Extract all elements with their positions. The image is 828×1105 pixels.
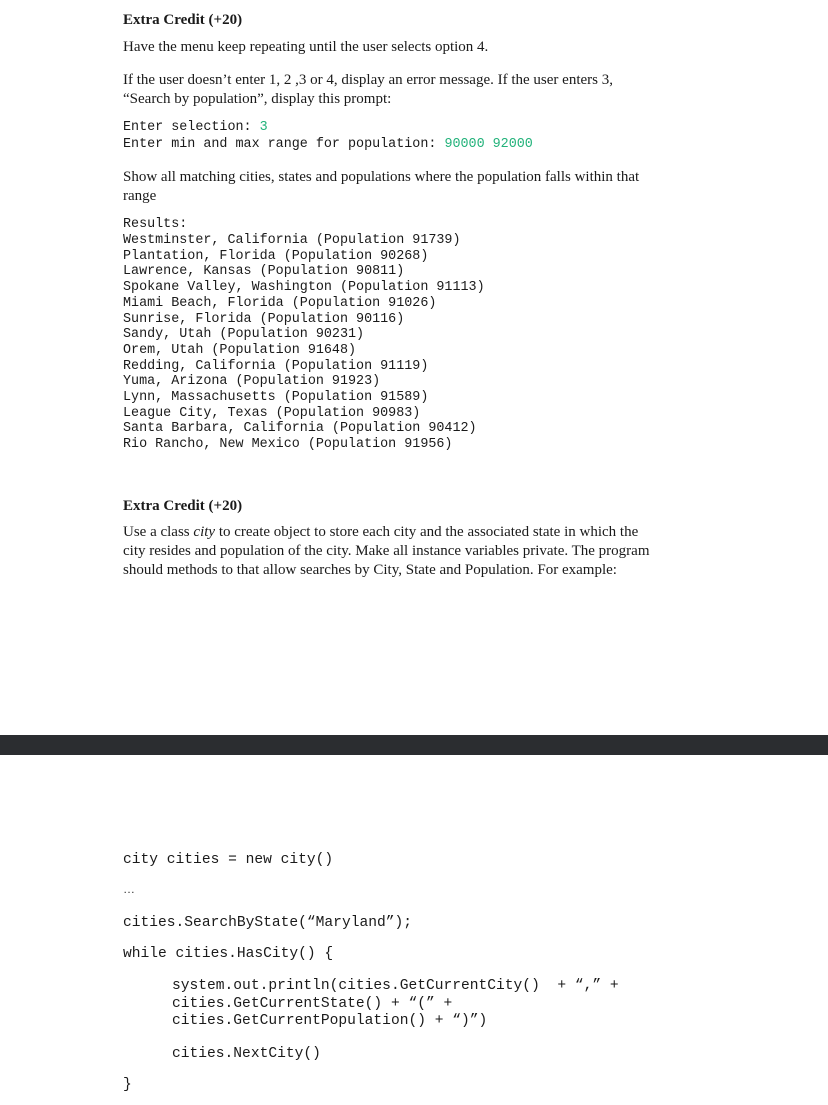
result-row: Rio Rancho, New Mexico (Population 91956): [123, 437, 453, 453]
code-line-println: system.out.println(cities.GetCurrentCity() + “,” +: [172, 978, 619, 994]
result-row: Sandy, Utah (Population 90231): [123, 327, 365, 343]
code-line-search: cities.SearchByState(“Maryland”);: [123, 915, 413, 931]
code-line-while: while cities.HasCity() {: [123, 946, 334, 962]
result-row: Sunrise, Florida (Population 90116): [123, 311, 405, 327]
extra-credit-heading-1: Extra Credit (+20): [123, 12, 243, 28]
extra-credit-heading-2: Extra Credit (+20): [123, 498, 243, 514]
prompt-selection-label: Enter selection:: [123, 120, 260, 135]
result-row: Westminster, California (Population 91739): [123, 233, 461, 248]
page-divider: [0, 735, 828, 755]
result-row: Yuma, Arizona (Population 91923): [123, 374, 381, 390]
prompt-range-value: 90000 92000: [444, 137, 533, 152]
result-row: Orem, Utah (Population 91648): [123, 342, 357, 358]
error-instruction-line-2: “Search by population”, display this prompt:: [123, 91, 392, 107]
code-line-next: cities.NextCity(): [172, 1046, 321, 1062]
result-row: Lynn, Massachusetts (Population 91589): [123, 390, 429, 406]
code-line-constructor: city cities = new city(): [123, 852, 334, 868]
class-instruction-line-2: city resides and population of the city. Make all instance variables private. The program: [123, 543, 650, 559]
class-name-city: city: [193, 524, 216, 540]
code-ellipsis: …: [123, 882, 135, 896]
class-instruction-line-3: should methods to that allow searches by City, State and Population. For example:: [123, 562, 617, 578]
error-instruction-line-1: If the user doesn’t enter 1, 2 ,3 or 4, display an error message. If the user enters 3,: [123, 72, 613, 88]
result-row: League City, Texas (Population 90983): [123, 405, 421, 421]
class-instruction-post: to create object to store each city and the associated state in which the: [215, 524, 639, 540]
result-row: Plantation, Florida (Population 90268): [123, 248, 429, 264]
menu-repeat-instruction: Have the menu keep repeating until the user selects option 4.: [123, 39, 489, 55]
matching-instruction-line-2: range: [123, 188, 157, 204]
result-row: Santa Barbara, California (Population 90412): [123, 421, 477, 437]
prompt-line-selection: [123, 120, 268, 136]
results-list: [123, 233, 485, 453]
class-instruction-line-1: [123, 523, 638, 541]
matching-instruction-line-1: Show all matching cities, states and populations where the population falls within that: [123, 169, 640, 185]
code-line-close-brace: }: [123, 1077, 132, 1093]
prompt-line-range: [123, 137, 533, 153]
class-instruction-pre: Use a class: [123, 524, 194, 540]
result-row: Spokane Valley, Washington (Population 91113): [123, 280, 485, 296]
prompt-selection-value: 3: [259, 120, 268, 135]
result-row: Miami Beach, Florida (Population 91026): [123, 295, 437, 311]
result-row: Redding, California (Population 91119): [123, 358, 429, 374]
results-header: Results:: [123, 217, 188, 232]
prompt-range-label: Enter min and max range for population:: [123, 137, 445, 152]
code-line-state: cities.GetCurrentState() + “(” +: [172, 996, 453, 1012]
code-line-population: cities.GetCurrentPopulation() + “)”): [172, 1013, 488, 1029]
result-row: Lawrence, Kansas (Population 90811): [123, 264, 405, 280]
